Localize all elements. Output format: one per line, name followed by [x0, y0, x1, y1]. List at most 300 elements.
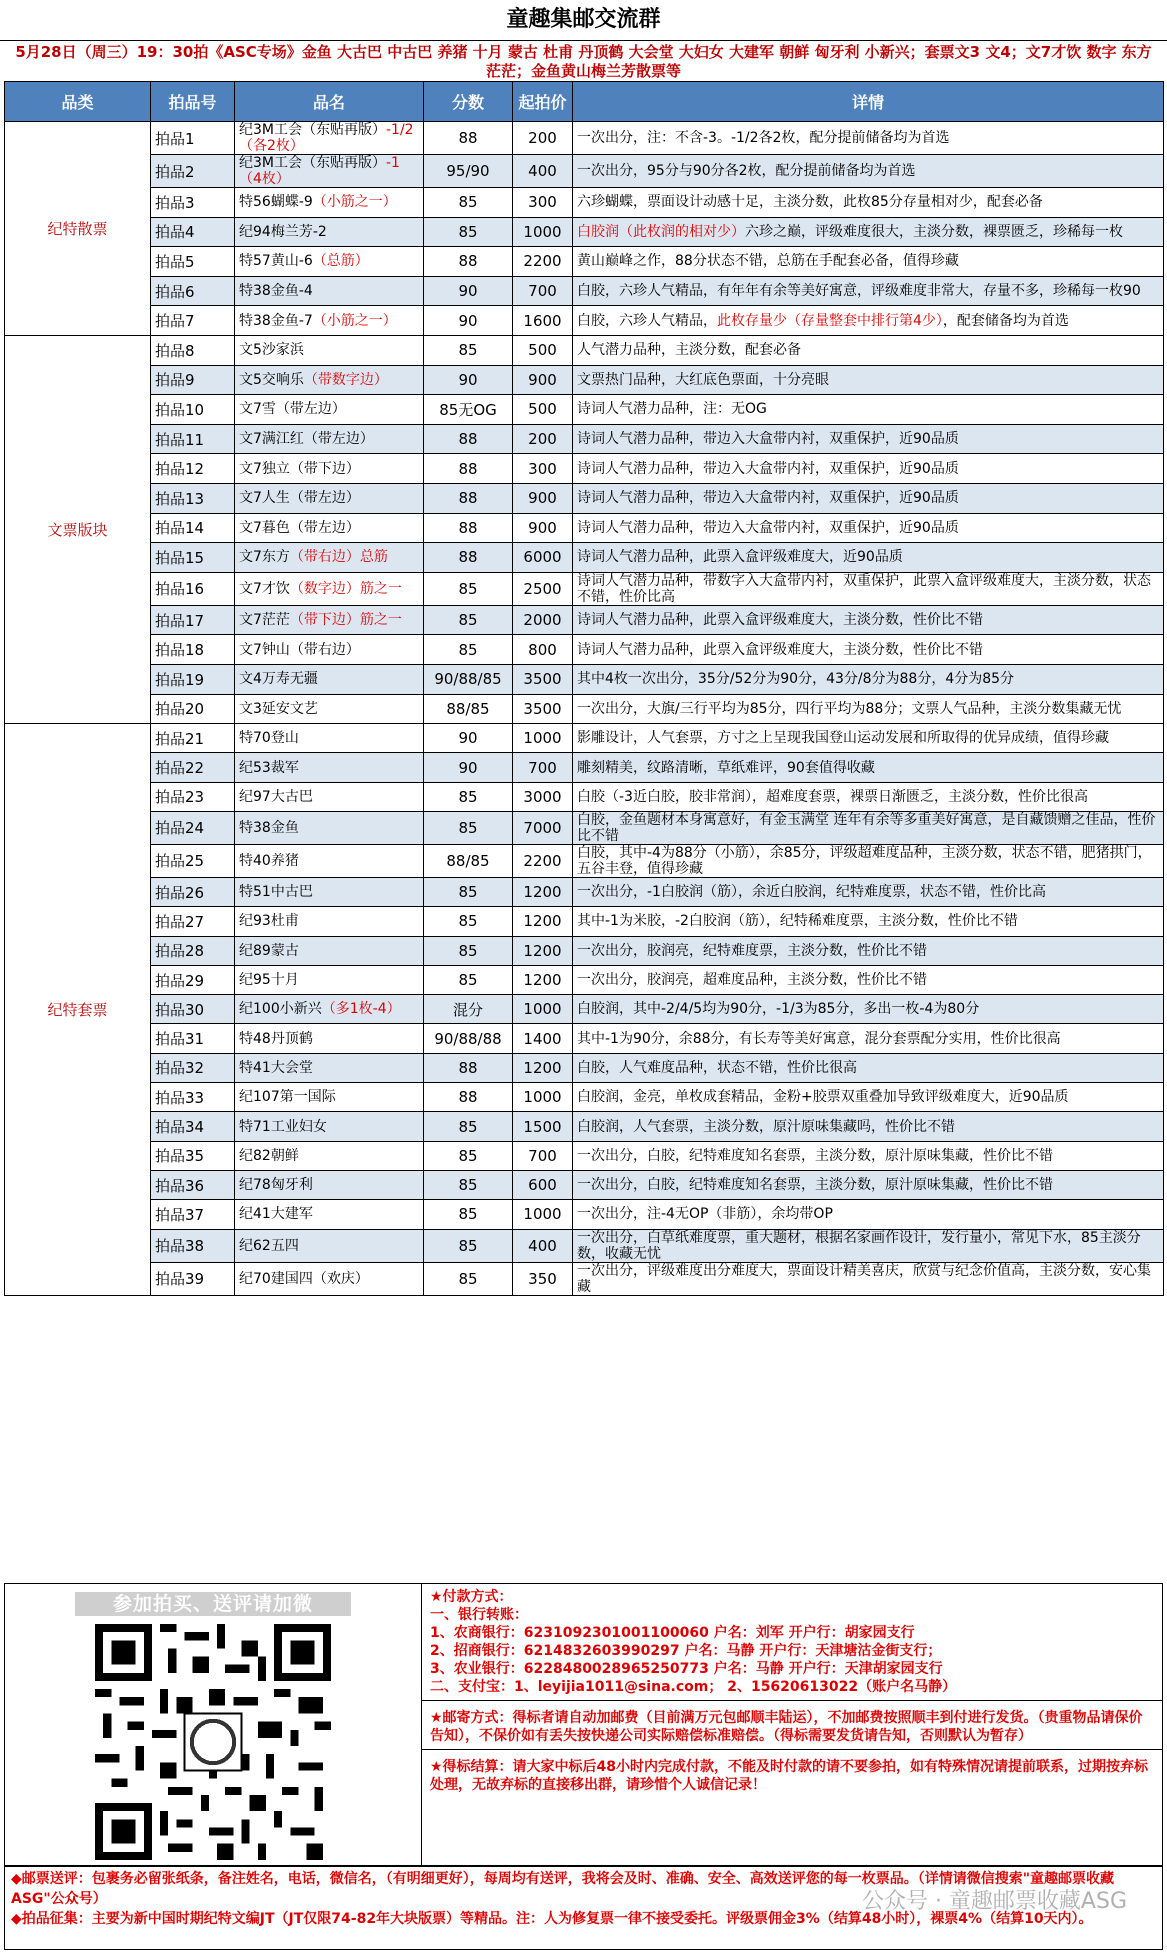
- lot-name: [235, 907, 424, 936]
- bank-line-1: 1、农商银行：6231092301001100060 户名：刘军 开户行：胡家园支行: [430, 1625, 915, 1641]
- lot-name: [235, 276, 424, 306]
- lot-number: 拍品22: [151, 753, 235, 782]
- lot-name: [235, 1170, 424, 1199]
- lot-name-text: 纪41大建军: [239, 1206, 313, 1223]
- lot-name-text: 文5交响乐: [239, 371, 304, 388]
- lot-name-text: 纪93杜甫: [239, 913, 299, 930]
- lot-row: [5, 1170, 1164, 1199]
- lot-number: 拍品18: [151, 635, 235, 665]
- lot-detail-text: 其中4枚一次出分，35分/52分为90分，43分/8分为88分，4分为85分: [577, 671, 1015, 688]
- lot-start-price: 7000: [513, 811, 573, 844]
- lot-row: [5, 1229, 1164, 1262]
- lot-number: 拍品26: [151, 877, 235, 906]
- lot-start-price: 200: [513, 424, 573, 454]
- settlement-info: ★得标结算：请大家中标后48小时内完成付款，不能及时付款的请不要参拍，如有特殊情况请提前联系，过期按弃标处理，无故弃标的直接移出群，请珍惜个人诚信记录！: [430, 1759, 1149, 1793]
- lot-score: 85: [424, 635, 513, 665]
- lot-detail-text: 白胶，其中-4为88分（小筋），余85分，评级超难度品种，主淡分数，状态不错，肥猪拱门，五谷丰登，值得珍藏: [577, 844, 1152, 877]
- lot-name: [235, 936, 424, 965]
- lot-row: [5, 483, 1164, 513]
- lot-score: 85: [424, 1141, 513, 1170]
- lot-detail: [573, 1024, 1164, 1053]
- lot-name: [235, 605, 424, 635]
- payment-title: ★付款方式：: [430, 1589, 513, 1605]
- lot-detail-text: 一次出分，白草纸难度票，重大题材，根据名家画作设计，发行量小，常见下水，85主淡分数，收藏无忧: [577, 1229, 1141, 1262]
- lot-row: [5, 454, 1164, 484]
- lot-name-text: 特41大会堂: [239, 1059, 313, 1076]
- lot-detail-text: 一次出分，-1白胶润（筋），余近白胶润，纪特难度票，状态不错，性价比高: [577, 884, 1046, 901]
- lot-name-text: 文7雪（带左边）: [239, 401, 346, 418]
- lot-detail: [573, 306, 1164, 336]
- lot-row: [5, 635, 1164, 665]
- lot-start-price: 300: [513, 188, 573, 218]
- lot-detail-text: 诗词人气潜力品种，此票入盒评级难度大，近90品质: [577, 549, 903, 566]
- category-cell: 纪特散票: [5, 122, 151, 336]
- lot-name-note: -1（4枚）: [239, 155, 400, 187]
- lot-number: 拍品38: [151, 1229, 235, 1262]
- lot-detail-text: 其中-1为米胶，-2白胶润（筋），纪特稀难度票，主淡分数，性价比不错: [577, 913, 1018, 930]
- lot-detail: [573, 694, 1164, 724]
- lot-name-text: 特48丹顶鹤: [239, 1030, 313, 1047]
- lot-name: [235, 513, 424, 543]
- lot-name: [235, 454, 424, 484]
- lot-detail: [573, 1053, 1164, 1082]
- lot-detail-text: 六珍蝴蝶，票面设计动感十足，主淡分数，此枚85分存量相对少，配套必备: [577, 194, 1043, 211]
- lot-number: 拍品37: [151, 1200, 235, 1229]
- lot-row: [5, 395, 1164, 425]
- lot-detail: [573, 572, 1164, 605]
- lot-row: [5, 365, 1164, 395]
- lot-detail: [573, 782, 1164, 811]
- lot-detail: [573, 907, 1164, 936]
- lot-name-text: 特56蝴蝶-9: [239, 194, 313, 211]
- mailing-info: ★邮寄方式：得标者请自动加邮费（目前满万元包邮顺丰陆运），不加邮费按照顺丰到付进行发货。（贵重物品请保价告知），不保价如有丢失按快递公司实际赔偿标准赔偿。（得标需要发货请告知，否则默认为暂存）: [422, 1709, 1162, 1750]
- lot-number: 拍品1: [151, 122, 235, 155]
- bank-line-3: 3、农业银行：6228480028965250773 户名：马静 开户行：天津胡家园支行: [430, 1661, 943, 1677]
- lot-score: 85: [424, 335, 513, 365]
- lot-number: 拍品17: [151, 605, 235, 635]
- lot-score: 85: [424, 217, 513, 247]
- lot-start-price: 700: [513, 276, 573, 306]
- lot-row: [5, 753, 1164, 782]
- lot-start-price: 1400: [513, 1024, 573, 1053]
- lot-score: 85: [424, 907, 513, 936]
- lot-name: [235, 995, 424, 1024]
- lot-detail: [573, 395, 1164, 425]
- lot-detail-text: 白胶润，金亮，单枚成套精品，金粉+胶票双重叠加导致评级难度大，近90品质: [577, 1089, 1069, 1106]
- lot-score: 90/88/88: [424, 1024, 513, 1053]
- lot-row: [5, 877, 1164, 906]
- lot-name-text: 文3延安文艺: [239, 700, 318, 717]
- lot-row: [5, 1200, 1164, 1229]
- qr-panel: [5, 1584, 422, 1865]
- lot-detail: [573, 664, 1164, 694]
- lot-score: 90: [424, 365, 513, 395]
- payment-section: [4, 1583, 1163, 1866]
- lot-number: 拍品20: [151, 694, 235, 724]
- auction-announcement: 5月28日（周三）19：30拍《ASC专场》金鱼 大古巴 中古巴 养猪 十月 蒙古 杜甫 丹顶鹤 大会堂 大妇女 大建军 朝鲜 匈牙利 小新兴；套票文3 文4；文7才饮 数字 东方 茫茫；金鱼黄山梅兰芳散票等: [15, 43, 1152, 80]
- lot-start-price: 1500: [513, 1112, 573, 1141]
- lot-number: 拍品33: [151, 1083, 235, 1112]
- lot-name-text: 纪3M工会（东贴再版）: [239, 155, 386, 171]
- lot-name: [235, 811, 424, 844]
- lot-name-note: （小筋之一）: [312, 312, 397, 329]
- lot-start-price: 300: [513, 454, 573, 484]
- lot-detail-text: 雕刻精美，纹路清晰，草纸难评，90套值得收藏: [577, 759, 875, 776]
- lot-number: 拍品31: [151, 1024, 235, 1053]
- lot-name: [235, 572, 424, 605]
- lot-name-text: 纪97大古巴: [239, 788, 313, 805]
- lot-detail: [573, 1170, 1164, 1199]
- lot-score: 85: [424, 1229, 513, 1262]
- lot-start-price: 1600: [513, 306, 573, 336]
- lot-number: 拍品12: [151, 454, 235, 484]
- lot-detail-text: 诗词人气潜力品种，此票入盒评级难度大，主淡分数，性价比不错: [577, 641, 983, 658]
- lot-name: [235, 122, 424, 155]
- lot-number: 拍品32: [151, 1053, 235, 1082]
- lot-detail-text: 白胶润，人气套票，主淡分数，原汁原味集藏吗，性价比不错: [577, 1118, 955, 1135]
- table-header: [5, 82, 1164, 122]
- footer-solicit-note: ◆拍品征集：主要为新中国时期纪特文编JT（JT仅限74-82年大块版票）等精品。注：人为修复票一律不接受委托。评级票佣金3%（结算48小时），裸票4%（结算10天内）。: [11, 1911, 1093, 1927]
- lot-name: [235, 155, 424, 188]
- lot-row: [5, 543, 1164, 573]
- lot-detail: [573, 811, 1164, 844]
- footer-grading-note: ◆邮票送评：包裹务必留张纸条，备注姓名，电话，微信名，（有明细更好），每周均有送评，我将会及时、准确、安全、高效送评您的每一枚票品。（详情请微信搜索"童趣邮票收藏ASG"公众号）: [11, 1871, 1115, 1907]
- lot-name: [235, 1112, 424, 1141]
- lot-detail-text: 影雕设计，人气套票，方寸之上呈现我国登山运动发展和所取得的优异成绩，值得珍藏: [577, 730, 1109, 747]
- lot-start-price: 350: [513, 1262, 573, 1295]
- lot-detail: [573, 1112, 1164, 1141]
- lot-detail-text: 一次出分，注：不含-3。-1/2各2枚，配分提前储备均为首选: [577, 130, 950, 146]
- lot-name-text: 纪95十月: [239, 972, 299, 989]
- lot-number: 拍品8: [151, 335, 235, 365]
- lot-start-price: 200: [513, 122, 573, 155]
- lot-start-price: 1000: [513, 217, 573, 247]
- lot-start-price: 400: [513, 1229, 573, 1262]
- lot-detail: [573, 844, 1164, 877]
- lot-number: 拍品27: [151, 907, 235, 936]
- lot-start-price: 2500: [513, 572, 573, 605]
- lot-name-text: 文4万寿无疆: [239, 671, 318, 688]
- lot-name: [235, 1262, 424, 1295]
- lot-row: [5, 936, 1164, 965]
- lot-number: 拍品14: [151, 513, 235, 543]
- lot-name: [235, 306, 424, 336]
- lot-row: [5, 782, 1164, 811]
- lot-name: [235, 1229, 424, 1262]
- lot-number: 拍品19: [151, 664, 235, 694]
- header-detail: 详情: [573, 82, 1164, 122]
- lot-name-text: 纪70建国四（欢庆）: [239, 1270, 369, 1287]
- lot-name: [235, 1141, 424, 1170]
- lot-detail-text: 一次出分，大旗/三行平均为85分，四行平均为88分；文票人气品种，主淡分数集藏无忧: [577, 700, 1122, 717]
- lot-detail: [573, 276, 1164, 306]
- lot-number: 拍品34: [151, 1112, 235, 1141]
- lot-row: [5, 995, 1164, 1024]
- lot-name-text: 文7才饮: [239, 580, 290, 597]
- lot-detail: [573, 217, 1164, 247]
- lot-start-price: 1200: [513, 1053, 573, 1082]
- lot-detail: [573, 965, 1164, 994]
- lot-detail: [573, 877, 1164, 906]
- lot-name: [235, 877, 424, 906]
- header-start-price: 起拍价: [513, 82, 573, 122]
- lot-name: [235, 1083, 424, 1112]
- lot-detail: [573, 424, 1164, 454]
- lot-name-text: 文7暮色（带左边）: [239, 519, 360, 536]
- lot-score: 90: [424, 753, 513, 782]
- lot-number: 拍品30: [151, 995, 235, 1024]
- lot-detail-text: 其中-1为90分，余88分，有长寿等美好寓意，混分套票配分实用，性价比很高: [577, 1030, 1061, 1047]
- lot-name: [235, 664, 424, 694]
- lot-number: 拍品25: [151, 844, 235, 877]
- lot-detail-text: 白胶，金鱼题材本身寓意好，有金玉满堂 连年有余等多重美好寓意，是自藏馈赠之佳品，性价比不错: [577, 811, 1156, 844]
- lot-name: [235, 1053, 424, 1082]
- lot-row: [5, 605, 1164, 635]
- category-cell: 纪特套票: [5, 724, 151, 1295]
- lot-detail-text: 人气潜力品种，主淡分数，配套必备: [577, 342, 801, 359]
- lot-name: [235, 965, 424, 994]
- lot-detail-text: 一次出分，95分与90分各2枚，配分提前储备均为首选: [577, 163, 916, 179]
- lot-number: 拍品24: [151, 811, 235, 844]
- lot-score: 85: [424, 936, 513, 965]
- lot-detail: [573, 635, 1164, 665]
- lot-score: 88: [424, 247, 513, 277]
- lot-name: [235, 635, 424, 665]
- lot-name-text: 文7钟山（带右边）: [239, 641, 360, 658]
- lot-detail: [573, 724, 1164, 753]
- lot-row: [5, 276, 1164, 306]
- lot-score: 88: [424, 1053, 513, 1082]
- lot-detail-text: 一次出分，胶润亮，超难度品种，主淡分数，性价比不错: [577, 972, 927, 989]
- lot-name-text: 纪82朝鲜: [239, 1147, 299, 1164]
- lot-detail-text: 诗词人气潜力品种，此票入盒评级难度大，主淡分数，性价比不错: [577, 612, 983, 629]
- lot-start-price: 700: [513, 753, 573, 782]
- lot-row: [5, 1141, 1164, 1170]
- lot-detail-text: 白胶，人气难度品种，状态不错，性价比很高: [577, 1059, 857, 1076]
- lot-score: 88: [424, 483, 513, 513]
- header-score: 分数: [424, 82, 513, 122]
- header-lot-no: 拍品号: [151, 82, 235, 122]
- lot-name: [235, 365, 424, 395]
- lot-name: [235, 782, 424, 811]
- lot-number: 拍品10: [151, 395, 235, 425]
- lot-name: [235, 724, 424, 753]
- lot-detail-text: 白胶，六珍人气精品，有年年有余等美好寓意，评级难度非常大，存量不多，珍稀每一枚90: [577, 283, 1141, 300]
- lot-score: 85: [424, 965, 513, 994]
- lot-name-text: 特51中古巴: [239, 884, 313, 901]
- lot-start-price: 1000: [513, 1083, 573, 1112]
- lot-score: 88: [424, 513, 513, 543]
- lot-start-price: 2200: [513, 844, 573, 877]
- lot-name-note: （带数字边）: [303, 371, 388, 388]
- lot-detail: [573, 605, 1164, 635]
- lot-score: 88: [424, 122, 513, 155]
- category-cell: 文票版块: [5, 335, 151, 723]
- lot-start-price: 700: [513, 1141, 573, 1170]
- lot-number: 拍品21: [151, 724, 235, 753]
- lot-start-price: 800: [513, 635, 573, 665]
- lot-row: [5, 572, 1164, 605]
- wechat-qr-code: [95, 1624, 331, 1860]
- lot-row: [5, 844, 1164, 877]
- lot-detail: [573, 188, 1164, 218]
- lot-row: [5, 513, 1164, 543]
- bank-line-2: 2、招商银行：6214832603990297 户名：马静 开户行：天津塘沽金街支行；: [430, 1643, 942, 1659]
- lot-name-text: 文7满江红（带左边）: [239, 431, 374, 448]
- lot-name: [235, 424, 424, 454]
- lot-detail-highlight: 白胶润（此枚润的相对少）: [577, 223, 745, 240]
- lot-score: 95/90: [424, 155, 513, 188]
- lot-name-note: （数字边）筋之一: [289, 580, 402, 597]
- lot-name-text: 纪89蒙古: [239, 942, 299, 959]
- lot-name-note: （总筋）: [312, 253, 369, 270]
- lot-number: 拍品3: [151, 188, 235, 218]
- lot-detail-text: 六珍之巅，评级难度很大，主淡分数，裸票匮乏，珍稀每一枚: [745, 223, 1123, 240]
- lot-start-price: 900: [513, 513, 573, 543]
- lot-score: 88/85: [424, 844, 513, 877]
- lot-detail-text: 白胶（-3近白胶，胶非常润），超难度套票，裸票日渐匮乏，主淡分数，性价比很高: [577, 788, 1088, 805]
- lot-table: [4, 81, 1164, 1296]
- lot-number: 拍品2: [151, 155, 235, 188]
- lot-name-note: （小筋之一）: [312, 194, 397, 211]
- lot-number: 拍品16: [151, 572, 235, 605]
- lot-score: 88/85: [424, 694, 513, 724]
- lot-row: [5, 335, 1164, 365]
- lot-row: [5, 694, 1164, 724]
- lot-name-text: 特38金鱼-4: [239, 283, 313, 300]
- lot-name-note: （带下边）筋之一: [289, 612, 402, 629]
- lot-name-text: 纪107第一国际: [239, 1089, 336, 1106]
- lot-detail: [573, 335, 1164, 365]
- lot-name-text: 文7独立（带下边）: [239, 460, 360, 477]
- lot-name-text: 特40养猪: [239, 852, 299, 869]
- bank-transfer-title: 一、银行转账：: [430, 1607, 528, 1623]
- lot-score: 85: [424, 605, 513, 635]
- lot-number: 拍品7: [151, 306, 235, 336]
- lot-name-text: 特38金鱼-7: [239, 312, 313, 329]
- lot-name: [235, 1024, 424, 1053]
- lot-start-price: 500: [513, 395, 573, 425]
- lot-start-price: 1000: [513, 995, 573, 1024]
- lot-start-price: 2200: [513, 247, 573, 277]
- qr-caption: 参加拍买、送评请加微: [75, 1592, 351, 1616]
- lot-detail-text: 一次出分，评级难度出分难度大，票面设计精美喜庆，欣赏与纪念价值高，主淡分数，安心集藏: [577, 1262, 1151, 1295]
- lot-name-text: 文7人生（带左边）: [239, 490, 360, 507]
- lot-number: 拍品23: [151, 782, 235, 811]
- lot-detail: [573, 483, 1164, 513]
- lot-detail: [573, 995, 1164, 1024]
- lot-number: 拍品36: [151, 1170, 235, 1199]
- lot-row: [5, 155, 1164, 188]
- lot-name-text: 纪94梅兰芳-2: [239, 223, 327, 240]
- lot-detail: [573, 1141, 1164, 1170]
- lot-number: 拍品29: [151, 965, 235, 994]
- lot-detail: [573, 513, 1164, 543]
- lot-number: 拍品15: [151, 543, 235, 573]
- lot-score: 85: [424, 877, 513, 906]
- lot-start-price: 900: [513, 365, 573, 395]
- lot-name-text: 纪53裁军: [239, 759, 299, 776]
- lot-number: 拍品5: [151, 247, 235, 277]
- lot-detail: [573, 365, 1164, 395]
- lot-score: 85: [424, 811, 513, 844]
- lot-detail: [573, 543, 1164, 573]
- lot-row: [5, 217, 1164, 247]
- lot-start-price: 1200: [513, 936, 573, 965]
- lot-start-price: 1200: [513, 877, 573, 906]
- lot-detail-text: 诗词人气潜力品种，注：无OG: [577, 401, 767, 418]
- lot-score: 88: [424, 1083, 513, 1112]
- lot-score: 90: [424, 306, 513, 336]
- lot-start-price: 1200: [513, 907, 573, 936]
- lot-row: [5, 424, 1164, 454]
- lot-start-price: 2000: [513, 605, 573, 635]
- lot-name: [235, 335, 424, 365]
- lot-start-price: 400: [513, 155, 573, 188]
- lot-name: [235, 247, 424, 277]
- lot-name-text: 纪3M工会（东贴再版）: [239, 122, 386, 138]
- lot-detail-text: 诗词人气潜力品种，带边入大盒带内衬，双重保护，近90品质: [577, 431, 959, 448]
- lot-score: 85: [424, 1112, 513, 1141]
- lot-start-price: 3000: [513, 782, 573, 811]
- lot-start-price: 600: [513, 1170, 573, 1199]
- lot-number: 拍品13: [151, 483, 235, 513]
- lot-detail-highlight: 此枚存量少（存量整套中排行第4少）: [717, 312, 943, 329]
- lot-score: 90: [424, 724, 513, 753]
- lot-detail-text: 白胶润，其中-2/4/5均为90分，-1/3为85分，多出一枚-4为80分: [577, 1001, 980, 1018]
- lot-name: [235, 217, 424, 247]
- lot-detail-text: 一次出分，胶润亮，纪特难度票，主淡分数，性价比不错: [577, 942, 927, 959]
- lot-start-price: 6000: [513, 543, 573, 573]
- lot-detail-text: 白胶，六珍人气精品，: [577, 312, 717, 329]
- lot-score: 90/88/85: [424, 664, 513, 694]
- lot-row: [5, 188, 1164, 218]
- lot-name-text: 纪100小新兴: [239, 1001, 322, 1018]
- watermark: 公众号 · 童趣邮票收藏ASG: [861, 1889, 1127, 1914]
- lot-detail: [573, 753, 1164, 782]
- page-title: 童趣集邮交流群: [0, 0, 1167, 41]
- lot-detail: [573, 454, 1164, 484]
- lot-start-price: 3500: [513, 664, 573, 694]
- lot-start-price: 1000: [513, 1200, 573, 1229]
- lot-detail: [573, 1262, 1164, 1295]
- lot-start-price: 1000: [513, 724, 573, 753]
- lot-detail-text: 黄山巅峰之作，88分状态不错，总筋在手配套必备，值得珍藏: [577, 253, 959, 270]
- lot-row: [5, 811, 1164, 844]
- lot-score: 85: [424, 188, 513, 218]
- lot-number: 拍品4: [151, 217, 235, 247]
- lot-number: 拍品9: [151, 365, 235, 395]
- lot-name: [235, 483, 424, 513]
- lot-score: 88: [424, 543, 513, 573]
- payment-info: [422, 1584, 1162, 1865]
- lot-name: [235, 1200, 424, 1229]
- lot-start-price: 500: [513, 335, 573, 365]
- lot-name: [235, 543, 424, 573]
- lot-name-text: 纪62五四: [239, 1237, 299, 1254]
- lot-detail: [573, 122, 1164, 155]
- lot-score: 88: [424, 454, 513, 484]
- lot-name: [235, 753, 424, 782]
- lot-detail-text: 一次出分，白胶，纪特难度知名套票，主淡分数，原汁原味集藏，性价比不错: [577, 1177, 1053, 1194]
- lot-row: [5, 664, 1164, 694]
- lot-name-text: 纪78匈牙利: [239, 1177, 313, 1194]
- alipay-line: 二、支付宝：1、leyijia1011@sina.com； 2、15620613022（账户名马静）: [430, 1679, 957, 1695]
- lot-start-price: 900: [513, 483, 573, 513]
- lot-row: [5, 306, 1164, 336]
- lot-start-price: 3500: [513, 694, 573, 724]
- lot-detail: [573, 936, 1164, 965]
